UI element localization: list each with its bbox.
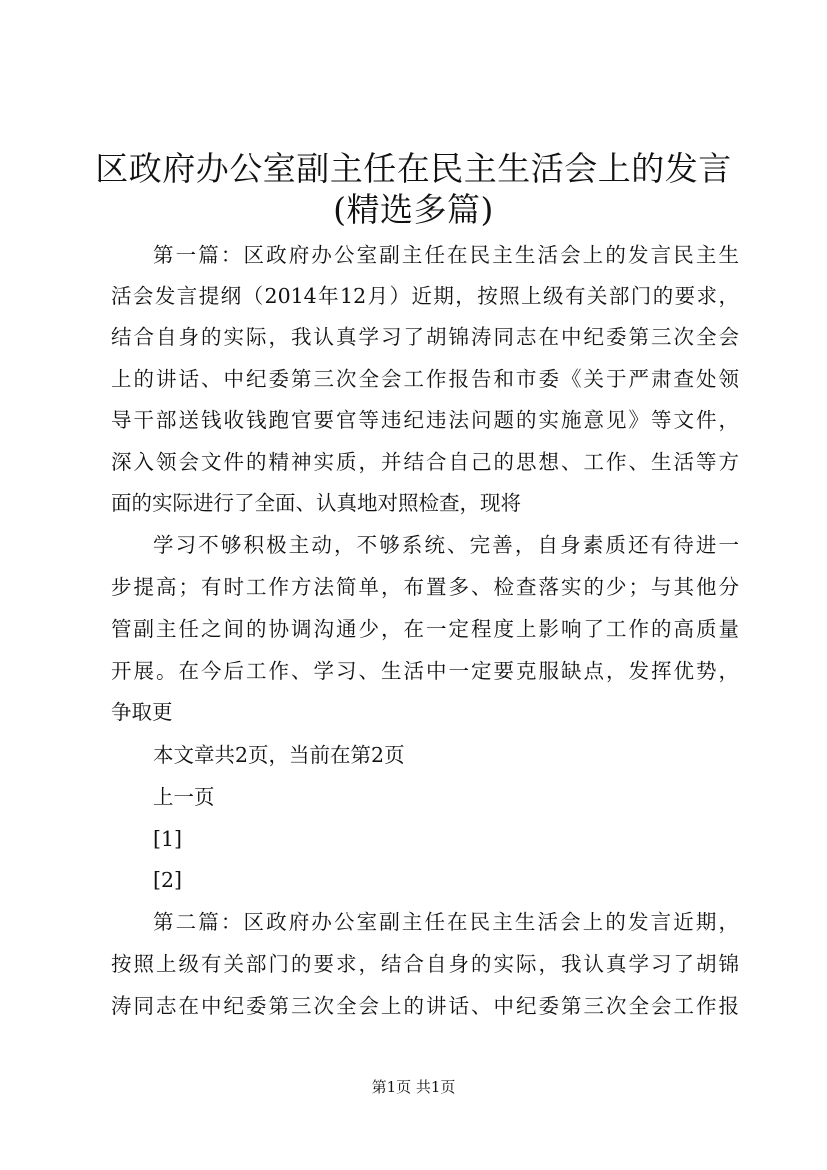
prev-page-link[interactable]: 上一页 bbox=[153, 785, 215, 809]
paragraph-3-line: 第二篇：区政府办公室副主任在民主生活会上的发言近期， bbox=[153, 910, 739, 934]
page-link-1[interactable]: [1] bbox=[153, 827, 183, 851]
paragraph-1-line: 活会发言提纲（2014年12月）近期，按照上级有关部门的要求， bbox=[111, 284, 739, 308]
paragraph-1-line: 第一篇：区政府办公室副主任在民主生活会上的发言民主生 bbox=[153, 243, 739, 267]
paragraph-2-line: 管副主任之间的协调沟通少，在一定程度上影响了工作的高质量 bbox=[111, 617, 739, 641]
paragraph-2-line: 步提高；有时工作方法简单，布置多、检查落实的少；与其他分 bbox=[111, 575, 739, 599]
paragraph-2-line: 争取更 bbox=[111, 700, 173, 724]
paragraph-1-line: 导干部送钱收钱跑官要官等违纪违法问题的实施意见》等文件， bbox=[111, 408, 739, 432]
paragraph-1-line: 上的讲话、中纪委第三次全会工作报告和市委《关于严肃查处领 bbox=[111, 367, 739, 391]
page-link-2[interactable]: [2] bbox=[153, 868, 183, 892]
paragraph-1-line: 深入领会文件的精神实质，并结合自己的思想、工作、生活等方 bbox=[111, 450, 739, 474]
paragraph-1-line: 结合自身的实际，我认真学习了胡锦涛同志在中纪委第三次全会 bbox=[111, 325, 739, 349]
paragraph-2-line: 开展。在今后工作、学习、生活中一定要克服缺点，发挥优势， bbox=[111, 659, 739, 683]
pagination-note: 本文章共2页，当前在第2页 bbox=[153, 743, 405, 767]
document-title: 区政府办公室副主任在民主生活会上的发言 bbox=[95, 149, 732, 188]
paragraph-3-line: 按照上级有关部门的要求，结合自身的实际，我认真学习了胡锦 bbox=[111, 952, 739, 976]
paragraph-2-line: 学习不够积极主动，不够系统、完善，自身素质还有待进一 bbox=[153, 533, 739, 557]
paragraph-1-line: 面的实际进行了全面、认真地对照检查，现将 bbox=[111, 491, 521, 515]
paragraph-3-line: 涛同志在中纪委第三次全会上的讲话、中纪委第三次全会工作报 bbox=[111, 994, 739, 1018]
page-footer: 第1页 共1页 bbox=[371, 1078, 456, 1096]
document-subtitle: (精选多篇) bbox=[333, 190, 494, 229]
